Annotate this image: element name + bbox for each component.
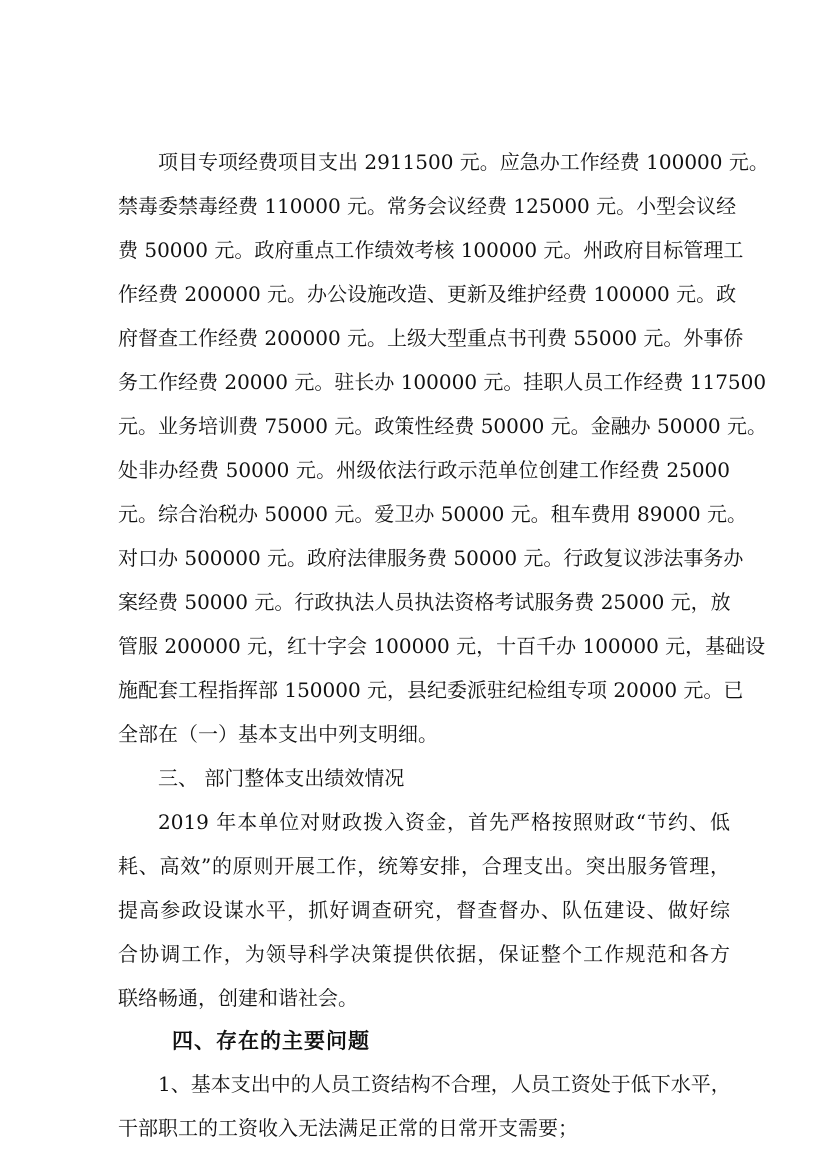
paragraph-line: 项目专项经费项目支出 2911500 元。应急办工作经费 100000 元。 xyxy=(158,150,769,174)
paragraph-line: 干部职工的工资收入无法满足正常的日常开支需要； xyxy=(118,1116,578,1140)
paragraph-line: 管服 200000 元，红十字会 100000 元，十百千办 100000 元，基础设 xyxy=(118,634,766,658)
paragraph-line: 联络畅通，创建和谐社会。 xyxy=(118,986,358,1010)
paragraph-line: 元。业务培训费 75000 元。政策性经费 50000 元。金融办 50000 元。 xyxy=(118,414,768,438)
paragraph-line: 务工作经费 20000 元。驻长办 100000 元。挂职人员工作经费 117500 xyxy=(118,370,767,394)
paragraph-line: 2019 年本单位对财政拨入资金，首先严格按照财政“节约、低 xyxy=(158,810,730,834)
paragraph-line: 作经费 200000 元。办公设施改造、更新及维护经费 100000 元。政 xyxy=(118,282,737,306)
paragraph-line: 1、基本支出中的人员工资结构不合理，人员工资处于低下水平， xyxy=(158,1072,731,1096)
paragraph-line: 费 50000 元。政府重点工作绩效考核 100000 元。州政府目标管理工 xyxy=(118,238,744,262)
paragraph-line: 元。综合治税办 50000 元。爱卫办 50000 元。租车费用 89000 元。 xyxy=(118,502,748,526)
section-heading-three: 三、 部门整体支出绩效情况 xyxy=(158,766,405,790)
paragraph-line: 全部在（一）基本支出中列支明细。 xyxy=(118,722,438,746)
paragraph-line: 对口办 500000 元。政府法律服务费 50000 元。行政复议涉法事务办 xyxy=(118,546,744,570)
paragraph-line: 案经费 50000 元。行政执法人员执法资格考试服务费 25000 元，放 xyxy=(118,590,731,614)
paragraph-line: 合协调工作，为领导科学决策提供依据，保证整个工作规范和各方 xyxy=(118,942,730,966)
paragraph-line: 耗、高效”的原则开展工作，统筹安排，合理支出。突出服务管理， xyxy=(118,854,730,878)
paragraph-line: 府督查工作经费 200000 元。上级大型重点书刊费 55000 元。外事侨 xyxy=(118,326,744,350)
paragraph-line: 提高参政设谋水平，抓好调查研究，督查督办、队伍建设、做好综 xyxy=(118,898,730,922)
paragraph-line: 禁毒委禁毒经费 110000 元。常务会议经费 125000 元。小型会议经 xyxy=(118,194,737,218)
section-heading-four: 四、存在的主要问题 xyxy=(172,1028,370,1053)
paragraph-line: 处非办经费 50000 元。州级依法行政示范单位创建工作经费 25000 xyxy=(118,458,730,482)
paragraph-line: 施配套工程指挥部 150000 元，县纪委派驻纪检组专项 20000 元。已 xyxy=(118,678,744,702)
